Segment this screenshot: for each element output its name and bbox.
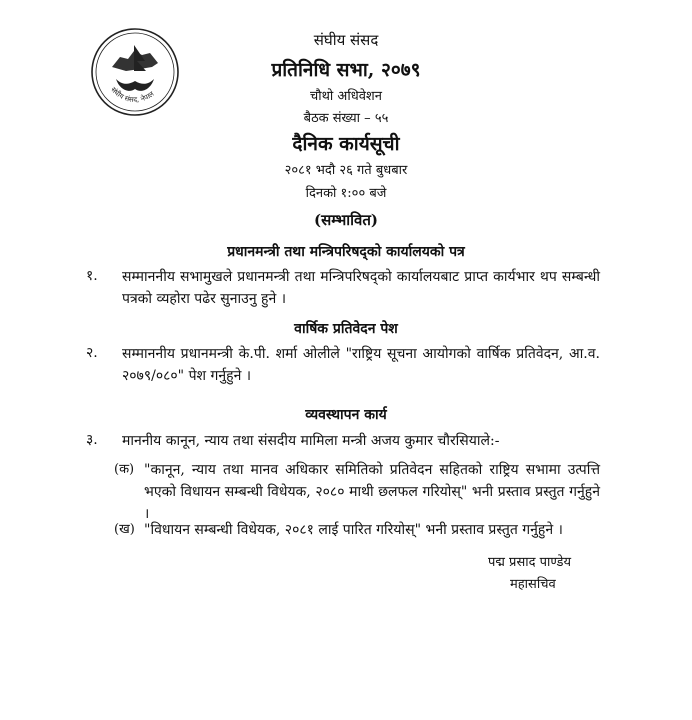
house-name: प्रतिनिधि सभा, २०७९	[271, 59, 421, 81]
sub-item-text: "विधायन सम्बन्धी विधेयक, २०८१ लाई पारित गरियोस्" भनी प्रस्ताव प्रस्तुत गर्नुहुने ।	[144, 522, 563, 538]
signatory-role: महासचिव	[510, 577, 556, 592]
section-heading: वार्षिक प्रतिवेदन पेश	[294, 321, 398, 337]
date: २०८१ भदौ २६ गते बुधबार	[284, 163, 408, 178]
page-title: दैनिक कार्यसूची	[292, 133, 400, 155]
sub-item-label: (ख)	[114, 522, 135, 537]
item-number: २.	[86, 345, 98, 361]
section-heading: व्यवस्थापन कार्य	[305, 407, 387, 423]
seal-text: संघीय संसद, नेपाल	[109, 85, 156, 104]
time: दिनको १:०० बजे	[305, 186, 387, 201]
agenda-item-text: सम्माननीय सभामुखले प्रधानमन्त्री तथा मन्त्रिपरिषद्को कार्यालयबाट प्राप्त कार्यभार थप सम्बन्धी पत्रको व्यहोरा पढेर सुनाउनु हुने ।	[122, 269, 600, 307]
agenda-item-text: माननीय कानून, न्याय तथा संसदीय मामिला मन्त्री अजय कुमार चौरसियाले:-	[122, 433, 500, 449]
org-name: संघीय संसद	[313, 31, 379, 49]
session: चौथो अधिवेशन	[309, 89, 382, 104]
item-number: ३.	[86, 432, 98, 448]
item-number: १.	[86, 268, 98, 284]
signatory-name: पद्म प्रसाद पाण्डेय	[488, 555, 572, 570]
section-heading: प्रधानमन्त्री तथा मन्त्रिपरिषद्को कार्यालयको पत्र	[227, 244, 465, 260]
sitting-number: बैठक संख्या – ५५	[303, 111, 389, 126]
tentative-label: (सम्भावित)	[313, 211, 379, 229]
sub-item-text: "कानून, न्याय तथा मानव अधिकार समितिको प्रतिवेदन सहितको राष्ट्रिय सभामा उत्पत्ति भएको विधायन सम्बन्धी विधेयक, २०८० माथी छलफल गरियोस्" भनी प्रस्ताव प्रस्तुत गर्नुहुने ।	[144, 462, 600, 522]
sub-item-label: (क)	[114, 462, 135, 477]
agenda-item-text: सम्माननीय प्रधानमन्त्री के.पी. शर्मा ओलीले "राष्ट्रिय सूचना आयोगको वार्षिक प्रतिवेदन, आ.व. २०७९/०८०" पेश गर्नुहुने ।	[122, 346, 600, 384]
